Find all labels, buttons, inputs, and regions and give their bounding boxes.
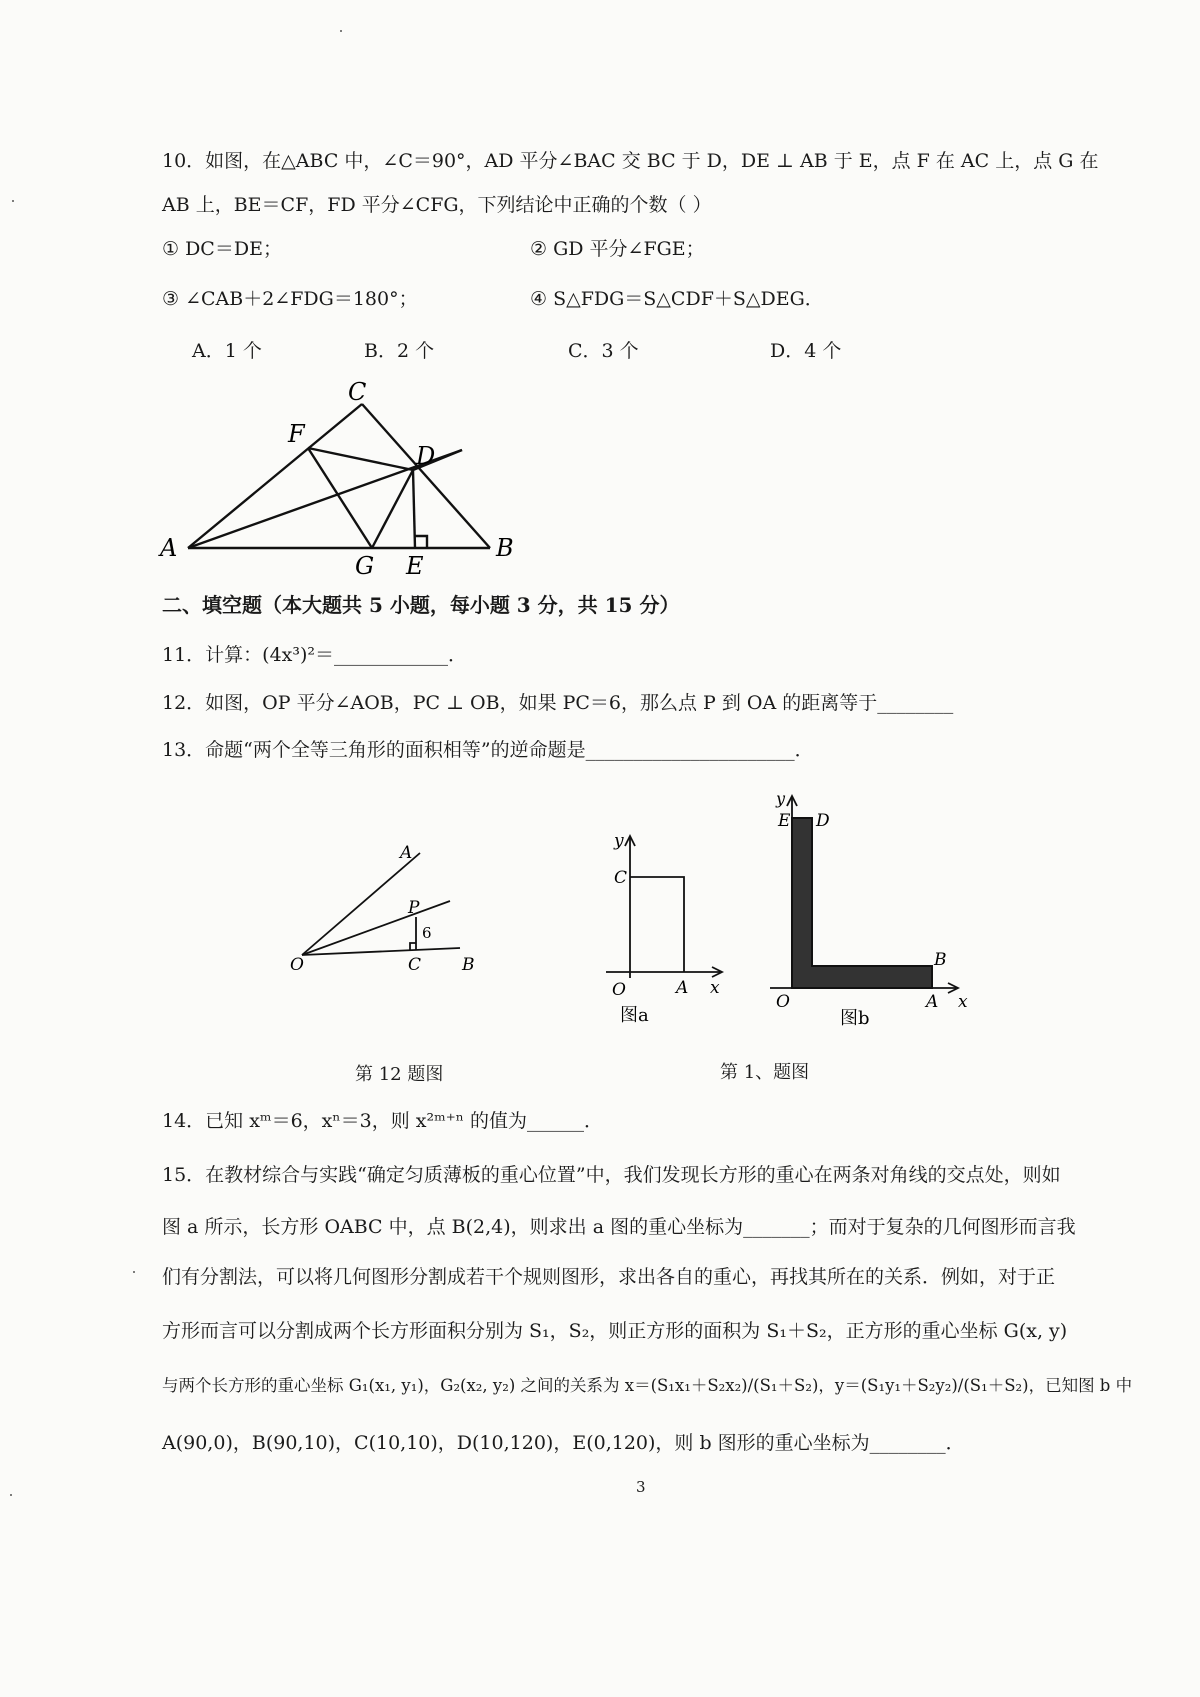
label-E: E <box>778 811 791 831</box>
l-shape <box>792 818 932 988</box>
q10-line2: AB 上，BE＝CF，FD 平分∠CFG，下列结论中正确的个数（ ） <box>162 194 712 216</box>
q10-statement-3: ③ ∠CAB＋2∠FDG＝180°； <box>162 288 418 310</box>
label-x: x <box>710 978 720 998</box>
q10-line1: 10．如图，在△ABC 中，∠C＝90°，AD 平分∠BAC 交 BC 于 D，DE ⊥ AB 于 E，点 F 在 AC 上，点 G 在 <box>162 150 1099 172</box>
label-C: C <box>614 868 628 888</box>
label-B: B <box>496 534 514 562</box>
label-x: x <box>958 992 968 1012</box>
label-B: B <box>462 955 475 975</box>
q10-figure <box>150 370 530 580</box>
label-A: A <box>400 843 413 863</box>
label-O: O <box>612 980 626 1000</box>
label-A: A <box>160 534 178 562</box>
section-title: 二、填空题（本大题共 5 小题，每小题 3 分，共 15 分） <box>162 593 680 617</box>
q15-line5: 与两个长方形的重心坐标 G₁(x₁, y₁)，G₂(x₂, y₂) 之间的关系为 x＝(S₁x₁＋S₂x₂)/(S₁＋S₂)，y＝(S₁y₁＋S₂y₂)/(S₁＋S₂)，已知图 b 中 <box>162 1376 1133 1395</box>
q10-option-c: C．3 个 <box>568 340 639 362</box>
q10-option-d: D．4 个 <box>770 340 842 362</box>
label-C: C <box>348 378 367 406</box>
q12-text: 12．如图，OP 平分∠AOB，PC ⊥ OB，如果 PC＝6，那么点 P 到 OA 的距离等于________ <box>162 692 954 714</box>
scan-speck <box>133 1271 135 1273</box>
label-C: C <box>408 955 422 975</box>
q15-figure-b <box>756 790 986 1030</box>
label-six: 6 <box>422 924 432 942</box>
q10-statement-2: ② GD 平分∠FGE； <box>530 238 705 260</box>
q15-line2: 图 a 所示，长方形 OABC 中，点 B(2,4)，则求出 a 图的重心坐标为_______；而对于复杂的几何图形而言我 <box>162 1216 1076 1238</box>
q15-line6: A(90,0)，B(90,10)，C(10,10)，D(10,120)，E(0,120)，则 b 图形的重心坐标为________． <box>162 1432 965 1454</box>
page-number: 3 <box>636 1478 646 1496</box>
q10-option-a: A．1 个 <box>192 340 262 362</box>
label-O: O <box>776 992 790 1012</box>
label-D: D <box>816 811 830 831</box>
label-E: E <box>406 552 424 580</box>
label-F: F <box>288 420 305 448</box>
label-A: A <box>926 992 939 1012</box>
figure-a-caption: 图a <box>620 1005 649 1026</box>
q15-line1: 15．在教材综合与实践“确定匀质薄板的重心位置”中，我们发现长方形的重心在两条对角线的交点处，则如 <box>162 1164 1061 1186</box>
q12-figure-caption: 第 12 题图 <box>355 1064 444 1085</box>
label-D: D <box>416 442 436 470</box>
label-y: y <box>776 790 786 808</box>
q15-figure-a <box>596 828 736 1028</box>
label-A: A <box>676 978 689 998</box>
q10-option-b: B．2 个 <box>364 340 435 362</box>
q14-text: 14．已知 xᵐ＝6，xⁿ＝3，则 x²ᵐ⁺ⁿ 的值为______． <box>162 1110 604 1132</box>
label-B: B <box>934 950 947 970</box>
label-O: O <box>290 955 304 975</box>
q10-statement-1: ① DC＝DE； <box>162 238 282 260</box>
q15-line4: 方形而言可以分割成两个长方形面积分别为 S₁，S₂，则正方形的面积为 S₁＋S₂，正方形的重心坐标 G(x, y) <box>162 1320 1068 1342</box>
figure-b-caption: 图b <box>840 1008 870 1029</box>
q11-text: 11．计算：(4x³)²＝____________． <box>162 644 468 666</box>
q10-statement-4: ④ S△FDG＝S△CDF＋S△DEG． <box>530 288 824 310</box>
label-y: y <box>614 831 624 851</box>
label-P: P <box>408 898 420 918</box>
scan-speck <box>12 200 14 202</box>
q15-line3: 们有分割法，可以将几何图形分割成若干个规则图形，求出各自的重心，再找其所在的关系．例如，对于正 <box>162 1266 1056 1288</box>
q15-figure-caption: 第 1、题图 <box>720 1062 810 1083</box>
q13-text: 13．命题“两个全等三角形的面积相等”的逆命题是______________________． <box>162 739 814 761</box>
scan-speck <box>10 1494 12 1496</box>
scan-speck <box>340 30 342 32</box>
q12-figure <box>290 835 490 975</box>
label-G: G <box>355 552 375 580</box>
